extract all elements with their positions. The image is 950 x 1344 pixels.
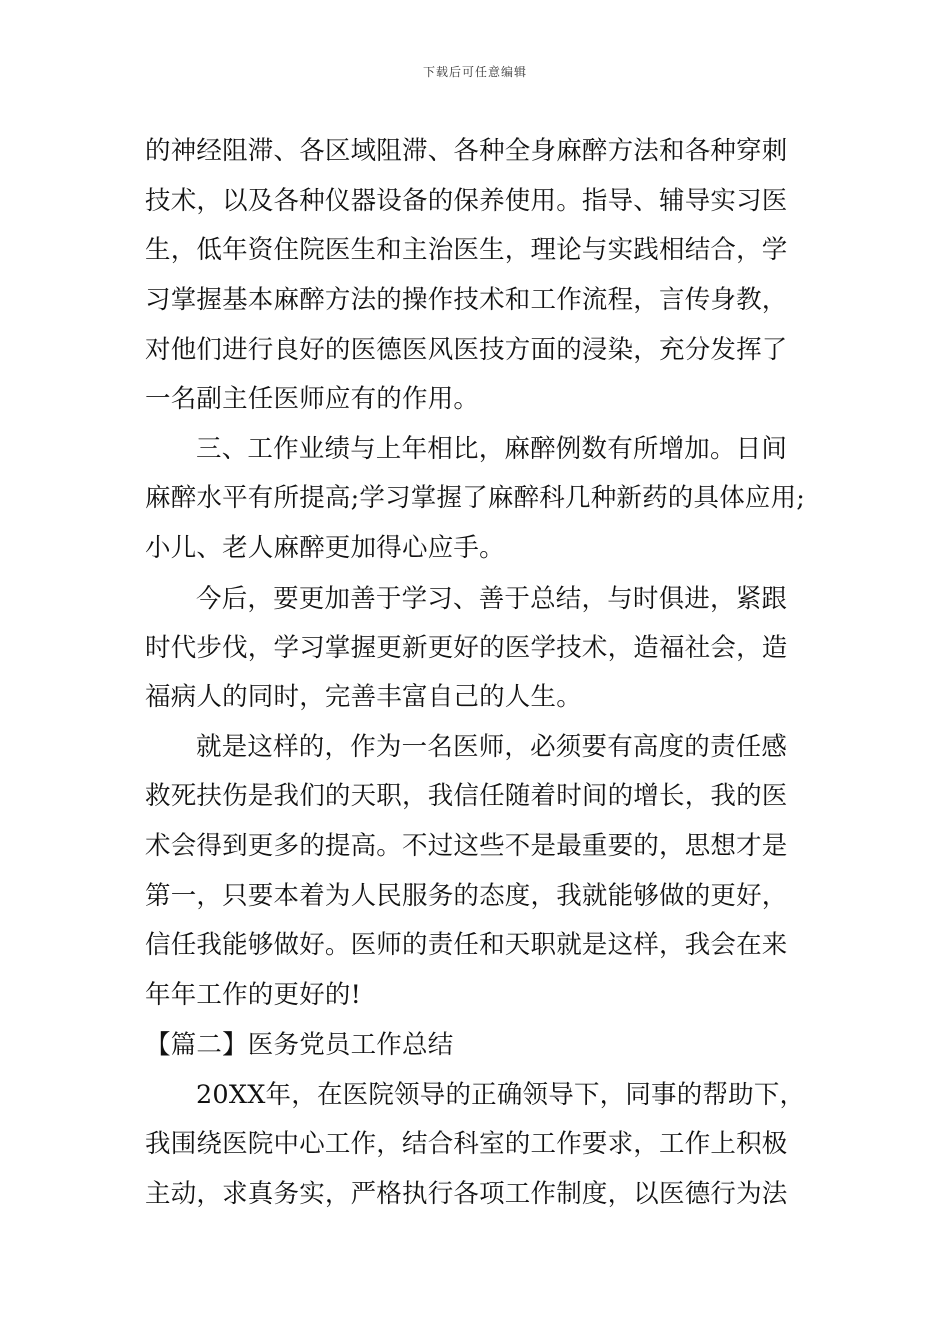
text-line: 信任我能够做好。医师的责任和天职就是这样，我会在来 bbox=[145, 930, 788, 960]
text-line: 生，低年资住院医生和主治医生，理论与实践相结合，学 bbox=[145, 235, 788, 265]
text-line: 主动，求真务实，严格执行各项工作制度，以医德行为法 bbox=[145, 1179, 788, 1209]
text-line: 技术，以及各种仪器设备的保养使用。指导、辅导实习医 bbox=[145, 186, 788, 216]
text-line: 术会得到更多的提高。不过这些不是最重要的，思想才是 bbox=[145, 831, 788, 861]
text-line: 我围绕医院中心工作，结合科室的工作要求，工作上积极 bbox=[145, 1129, 788, 1159]
text-line: 一名副主任医师应有的作用。 bbox=[145, 384, 480, 414]
text-line: 就是这样的，作为一名医师，必须要有高度的责任感 bbox=[196, 732, 788, 762]
text-line: 今后，要更加善于学习、善于总结，与时俱进，紧跟 bbox=[196, 584, 788, 614]
text-line: 习掌握基本麻醉方法的操作技术和工作流程，言传身教， bbox=[145, 285, 788, 315]
section-heading: 【篇二】医务党员工作总结 bbox=[145, 1030, 454, 1060]
text-line: 对他们进行良好的医德医风医技方面的浸染，充分发挥了 bbox=[145, 335, 788, 365]
text-line: 第一，只要本着为人民服务的态度，我就能够做的更好， bbox=[145, 881, 788, 911]
text-line: 年年工作的更好的! bbox=[145, 980, 362, 1010]
page-header: 下载后可任意编辑 bbox=[422, 65, 527, 79]
text-line: 小儿、老人麻醉更加得心应手。 bbox=[145, 533, 505, 563]
text-line: 救死扶伤是我们的天职，我信任随着时间的增长，我的医 bbox=[145, 781, 788, 811]
text-line: 的神经阻滞、各区域阻滞、各种全身麻醉方法和各种穿刺 bbox=[145, 136, 788, 166]
text-line: 麻醉水平有所提高;学习掌握了麻醉科几种新药的具体应用; bbox=[145, 483, 806, 513]
text-line: 时代步伐，学习掌握更新更好的医学技术，造福社会，造 bbox=[145, 633, 788, 663]
text-line: 三、工作业绩与上年相比，麻醉例数有所增加。日间 bbox=[196, 434, 788, 464]
text-line: 20XX年，在医院领导的正确领导下，同事的帮助下， bbox=[196, 1080, 806, 1110]
text-line: 福病人的同时，完善丰富自己的人生。 bbox=[145, 682, 582, 712]
